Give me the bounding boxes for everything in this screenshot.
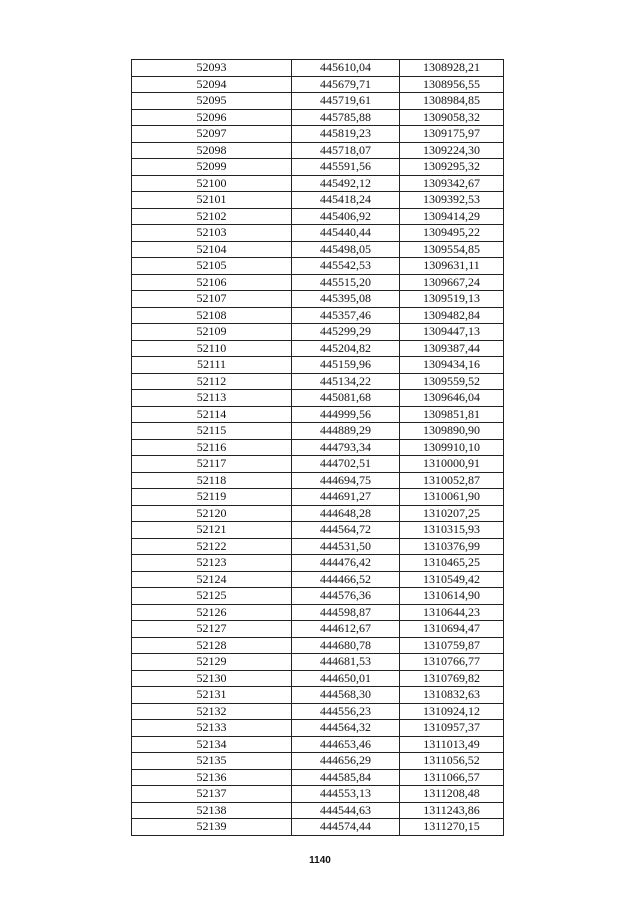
- x-coordinate-cell: 445718,07: [292, 142, 400, 159]
- y-coordinate-cell: 1308956,55: [400, 76, 504, 93]
- point-number-cell: 52098: [132, 142, 292, 159]
- y-coordinate-cell: 1309058,32: [400, 109, 504, 126]
- y-coordinate-cell: 1310769,82: [400, 670, 504, 687]
- x-coordinate-cell: 444793,34: [292, 439, 400, 456]
- table-row: [132, 208, 504, 225]
- y-coordinate-cell: 1309175,97: [400, 126, 504, 143]
- x-coordinate-cell: 444612,67: [292, 621, 400, 638]
- table-row: [132, 357, 504, 374]
- point-number-cell: 52138: [132, 802, 292, 819]
- y-coordinate-cell: 1309342,67: [400, 175, 504, 192]
- table-row: [132, 258, 504, 275]
- point-number-cell: 52125: [132, 588, 292, 605]
- point-number-cell: 52130: [132, 670, 292, 687]
- x-coordinate-cell: 445785,88: [292, 109, 400, 126]
- point-number-cell: 52094: [132, 76, 292, 93]
- table-row: [132, 60, 504, 77]
- y-coordinate-cell: 1309554,85: [400, 241, 504, 258]
- point-number-cell: 52096: [132, 109, 292, 126]
- point-number-cell: 52120: [132, 505, 292, 522]
- table-row: [132, 753, 504, 770]
- x-coordinate-cell: 445498,05: [292, 241, 400, 258]
- table-row: [132, 571, 504, 588]
- y-coordinate-cell: 1310957,37: [400, 720, 504, 737]
- point-number-cell: 52123: [132, 555, 292, 572]
- point-number-cell: 52116: [132, 439, 292, 456]
- y-coordinate-cell: 1309910,10: [400, 439, 504, 456]
- x-coordinate-cell: 444889,29: [292, 423, 400, 440]
- table-row: [132, 736, 504, 753]
- point-number-cell: 52124: [132, 571, 292, 588]
- x-coordinate-cell: 445591,56: [292, 159, 400, 176]
- coordinates-table: [131, 59, 504, 836]
- coordinates-table-body: [132, 60, 504, 836]
- x-coordinate-cell: 444568,30: [292, 687, 400, 704]
- point-number-cell: 52106: [132, 274, 292, 291]
- x-coordinate-cell: 445418,24: [292, 192, 400, 209]
- x-coordinate-cell: 444531,50: [292, 538, 400, 555]
- y-coordinate-cell: 1310061,90: [400, 489, 504, 506]
- table-row: [132, 192, 504, 209]
- table-row: [132, 522, 504, 539]
- x-coordinate-cell: 445719,61: [292, 93, 400, 110]
- x-coordinate-cell: 445679,71: [292, 76, 400, 93]
- x-coordinate-cell: 445440,44: [292, 225, 400, 242]
- point-number-cell: 52097: [132, 126, 292, 143]
- table-row: [132, 307, 504, 324]
- y-coordinate-cell: 1311056,52: [400, 753, 504, 770]
- table-row: [132, 472, 504, 489]
- table-row: [132, 76, 504, 93]
- point-number-cell: 52113: [132, 390, 292, 407]
- point-number-cell: 52112: [132, 373, 292, 390]
- point-number-cell: 52121: [132, 522, 292, 539]
- y-coordinate-cell: 1310832,63: [400, 687, 504, 704]
- point-number-cell: 52107: [132, 291, 292, 308]
- table-row: [132, 390, 504, 407]
- x-coordinate-cell: 445515,20: [292, 274, 400, 291]
- y-coordinate-cell: 1310052,87: [400, 472, 504, 489]
- point-number-cell: 52109: [132, 324, 292, 341]
- y-coordinate-cell: 1311013,49: [400, 736, 504, 753]
- x-coordinate-cell: 445610,04: [292, 60, 400, 77]
- x-coordinate-cell: 445542,53: [292, 258, 400, 275]
- y-coordinate-cell: 1309392,53: [400, 192, 504, 209]
- point-number-cell: 52102: [132, 208, 292, 225]
- table-row: [132, 373, 504, 390]
- table-row: [132, 604, 504, 621]
- table-row: [132, 340, 504, 357]
- table-row: [132, 687, 504, 704]
- y-coordinate-cell: 1310207,25: [400, 505, 504, 522]
- x-coordinate-cell: 445204,82: [292, 340, 400, 357]
- y-coordinate-cell: 1309667,24: [400, 274, 504, 291]
- point-number-cell: 52099: [132, 159, 292, 176]
- point-number-cell: 52132: [132, 703, 292, 720]
- x-coordinate-cell: 445357,46: [292, 307, 400, 324]
- table-row: [132, 456, 504, 473]
- x-coordinate-cell: 445406,92: [292, 208, 400, 225]
- y-coordinate-cell: 1310376,99: [400, 538, 504, 555]
- point-number-cell: 52100: [132, 175, 292, 192]
- y-coordinate-cell: 1310644,23: [400, 604, 504, 621]
- table-row: [132, 274, 504, 291]
- x-coordinate-cell: 444681,53: [292, 654, 400, 671]
- point-number-cell: 52095: [132, 93, 292, 110]
- table-row: [132, 654, 504, 671]
- point-number-cell: 52114: [132, 406, 292, 423]
- y-coordinate-cell: 1310614,90: [400, 588, 504, 605]
- y-coordinate-cell: 1311066,57: [400, 769, 504, 786]
- y-coordinate-cell: 1309890,90: [400, 423, 504, 440]
- x-coordinate-cell: 445159,96: [292, 357, 400, 374]
- table-row: [132, 241, 504, 258]
- y-coordinate-cell: 1309851,81: [400, 406, 504, 423]
- x-coordinate-cell: 444466,52: [292, 571, 400, 588]
- x-coordinate-cell: 444650,01: [292, 670, 400, 687]
- point-number-cell: 52104: [132, 241, 292, 258]
- x-coordinate-cell: 444598,87: [292, 604, 400, 621]
- y-coordinate-cell: 1309414,29: [400, 208, 504, 225]
- x-coordinate-cell: 444680,78: [292, 637, 400, 654]
- page-number: 1140: [309, 855, 331, 866]
- x-coordinate-cell: 445134,22: [292, 373, 400, 390]
- table-row: [132, 175, 504, 192]
- table-row: [132, 637, 504, 654]
- y-coordinate-cell: 1309295,32: [400, 159, 504, 176]
- x-coordinate-cell: 444999,56: [292, 406, 400, 423]
- y-coordinate-cell: 1310315,93: [400, 522, 504, 539]
- x-coordinate-cell: 444564,32: [292, 720, 400, 737]
- point-number-cell: 52115: [132, 423, 292, 440]
- table-row: [132, 670, 504, 687]
- point-number-cell: 52126: [132, 604, 292, 621]
- x-coordinate-cell: 445492,12: [292, 175, 400, 192]
- y-coordinate-cell: 1309519,13: [400, 291, 504, 308]
- x-coordinate-cell: 444544,63: [292, 802, 400, 819]
- x-coordinate-cell: 444476,42: [292, 555, 400, 572]
- x-coordinate-cell: 444648,28: [292, 505, 400, 522]
- x-coordinate-cell: 444653,46: [292, 736, 400, 753]
- y-coordinate-cell: 1311243,86: [400, 802, 504, 819]
- x-coordinate-cell: 445819,23: [292, 126, 400, 143]
- point-number-cell: 52108: [132, 307, 292, 324]
- y-coordinate-cell: 1310924,12: [400, 703, 504, 720]
- y-coordinate-cell: 1309224,30: [400, 142, 504, 159]
- table-row: [132, 703, 504, 720]
- table-row: [132, 786, 504, 803]
- point-number-cell: 52133: [132, 720, 292, 737]
- y-coordinate-cell: 1308928,21: [400, 60, 504, 77]
- table-row: [132, 439, 504, 456]
- table-row: [132, 720, 504, 737]
- y-coordinate-cell: 1309447,13: [400, 324, 504, 341]
- x-coordinate-cell: 444694,75: [292, 472, 400, 489]
- y-coordinate-cell: 1309495,22: [400, 225, 504, 242]
- y-coordinate-cell: 1310766,77: [400, 654, 504, 671]
- table-row: [132, 291, 504, 308]
- point-number-cell: 52093: [132, 60, 292, 77]
- table-row: [132, 126, 504, 143]
- point-number-cell: 52118: [132, 472, 292, 489]
- x-coordinate-cell: 444585,84: [292, 769, 400, 786]
- x-coordinate-cell: 444574,44: [292, 819, 400, 836]
- y-coordinate-cell: 1309482,84: [400, 307, 504, 324]
- y-coordinate-cell: 1309387,44: [400, 340, 504, 357]
- y-coordinate-cell: 1309631,11: [400, 258, 504, 275]
- x-coordinate-cell: 444691,27: [292, 489, 400, 506]
- point-number-cell: 52137: [132, 786, 292, 803]
- y-coordinate-cell: 1310465,25: [400, 555, 504, 572]
- table-row: [132, 406, 504, 423]
- point-number-cell: 52134: [132, 736, 292, 753]
- x-coordinate-cell: 444564,72: [292, 522, 400, 539]
- y-coordinate-cell: 1310549,42: [400, 571, 504, 588]
- point-number-cell: 52110: [132, 340, 292, 357]
- table-row: [132, 588, 504, 605]
- table-row: [132, 93, 504, 110]
- table-row: [132, 159, 504, 176]
- point-number-cell: 52136: [132, 769, 292, 786]
- table-row: [132, 621, 504, 638]
- x-coordinate-cell: 444702,51: [292, 456, 400, 473]
- table-row: [132, 225, 504, 242]
- table-row: [132, 423, 504, 440]
- y-coordinate-cell: 1311270,15: [400, 819, 504, 836]
- table-row: [132, 819, 504, 836]
- table-row: [132, 109, 504, 126]
- y-coordinate-cell: 1309434,16: [400, 357, 504, 374]
- y-coordinate-cell: 1308984,85: [400, 93, 504, 110]
- table-row: [132, 802, 504, 819]
- point-number-cell: 52129: [132, 654, 292, 671]
- table-row: [132, 489, 504, 506]
- table-row: [132, 769, 504, 786]
- table-row: [132, 505, 504, 522]
- point-number-cell: 52105: [132, 258, 292, 275]
- y-coordinate-cell: 1310000,91: [400, 456, 504, 473]
- point-number-cell: 52127: [132, 621, 292, 638]
- x-coordinate-cell: 445081,68: [292, 390, 400, 407]
- point-number-cell: 52131: [132, 687, 292, 704]
- point-number-cell: 52101: [132, 192, 292, 209]
- y-coordinate-cell: 1309559,52: [400, 373, 504, 390]
- y-coordinate-cell: 1309646,04: [400, 390, 504, 407]
- x-coordinate-cell: 445299,29: [292, 324, 400, 341]
- y-coordinate-cell: 1310694,47: [400, 621, 504, 638]
- x-coordinate-cell: 445395,08: [292, 291, 400, 308]
- x-coordinate-cell: 444553,13: [292, 786, 400, 803]
- point-number-cell: 52135: [132, 753, 292, 770]
- point-number-cell: 52117: [132, 456, 292, 473]
- table-row: [132, 555, 504, 572]
- point-number-cell: 52122: [132, 538, 292, 555]
- x-coordinate-cell: 444576,36: [292, 588, 400, 605]
- point-number-cell: 52119: [132, 489, 292, 506]
- point-number-cell: 52139: [132, 819, 292, 836]
- table-row: [132, 324, 504, 341]
- point-number-cell: 52128: [132, 637, 292, 654]
- y-coordinate-cell: 1310759,87: [400, 637, 504, 654]
- point-number-cell: 52103: [132, 225, 292, 242]
- point-number-cell: 52111: [132, 357, 292, 374]
- x-coordinate-cell: 444556,23: [292, 703, 400, 720]
- x-coordinate-cell: 444656,29: [292, 753, 400, 770]
- y-coordinate-cell: 1311208,48: [400, 786, 504, 803]
- table-row: [132, 538, 504, 555]
- table-row: [132, 142, 504, 159]
